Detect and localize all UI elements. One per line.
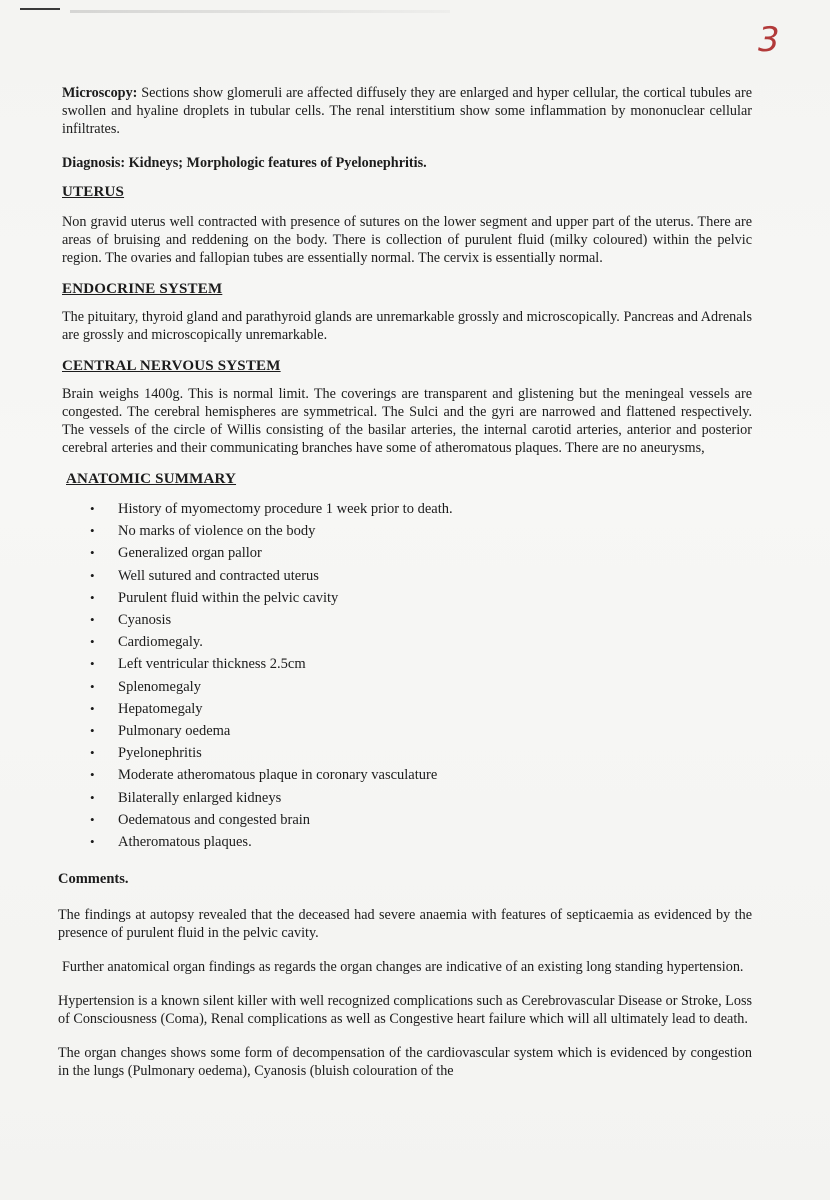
bullet-icon: • — [90, 656, 95, 672]
anatomic-summary-heading: ANATOMIC SUMMARY — [66, 471, 237, 487]
uterus-heading: UTERUS — [62, 184, 125, 200]
summary-item-text: Cardiomegaly. — [118, 634, 203, 651]
summary-item-text: Left ventricular thickness 2.5cm — [118, 656, 306, 673]
comments-paragraph-4: The organ changes shows some form of decompensation of the cardiovascular system which is evidenced by congestion in the lungs (Pulmonary oedema), Cyanosis (bluish colouration of the — [58, 1045, 752, 1080]
scan-smudge — [70, 10, 450, 13]
bullet-icon: • — [90, 811, 95, 827]
summary-item-text: Pulmonary oedema — [118, 723, 231, 740]
anatomic-summary-list — [62, 498, 752, 853]
bullet-icon: • — [90, 545, 95, 561]
diagnosis-line: Diagnosis: Kidneys; Morphologic features of Pyelonephritis. — [62, 155, 427, 171]
summary-item-text: History of myomectomy procedure 1 week prior to death. — [118, 501, 453, 517]
bullet-icon: • — [90, 567, 95, 583]
bullet-icon: • — [90, 723, 95, 739]
summary-item — [62, 742, 752, 764]
summary-item-text: Moderate atheromatous plaque in coronary vasculature — [118, 767, 438, 784]
bullet-icon: • — [90, 678, 95, 694]
summary-item — [62, 831, 752, 853]
bullet-icon: • — [90, 501, 95, 516]
bullet-icon: • — [90, 745, 95, 761]
bullet-icon: • — [90, 634, 95, 650]
summary-item — [62, 764, 752, 786]
uterus-paragraph: Non gravid uterus well contracted with presence of sutures on the lower segment and upper part of the uterus. There are areas of bruising and reddening on the body. There is collection of purulent fluid (milky coloured) within the pelvic region. The ovaries and fallopian tubes are essentially normal. The cervix is essentially normal. — [62, 214, 752, 266]
summary-item — [62, 809, 752, 831]
summary-item-text: Atheromatous plaques. — [118, 834, 252, 851]
bullet-icon: • — [90, 789, 95, 805]
summary-item-text: Cyanosis — [118, 612, 172, 629]
summary-item-text: Generalized organ pallor — [118, 545, 262, 562]
bullet-icon: • — [90, 523, 95, 539]
summary-item-text: Purulent fluid within the pelvic cavity — [118, 589, 339, 606]
summary-item — [62, 787, 752, 809]
summary-item — [62, 542, 752, 564]
summary-item-text: Bilaterally enlarged kidneys — [118, 789, 282, 806]
cns-heading: CENTRAL NERVOUS SYSTEM — [62, 358, 281, 374]
cns-paragraph: Brain weighs 1400g. This is normal limit. The coverings are transparent and glistening but the meningeal vessels are congested. The cerebral hemispheres are symmetrical. The Sulci and the gyri are narrowed and flattened respectively. The vessels of the circle of Willis consisting of the basilar arteries, the internal carotid arteries, anterior and posterior cerebral arteries and their communicating branches have some of atheromatous plaques. There are no aneurysms, — [62, 386, 752, 456]
endocrine-heading: ENDOCRINE SYSTEM — [62, 281, 223, 297]
document-body — [58, 84, 752, 1080]
handwritten-page-number: 3 — [758, 20, 780, 60]
summary-item — [62, 720, 752, 742]
summary-item — [62, 520, 752, 542]
microscopy-label: Microscopy: — [62, 85, 138, 101]
summary-item — [62, 587, 752, 609]
summary-item — [62, 498, 752, 520]
comments-paragraph-2: Further anatomical organ findings as regards the organ changes are indicative of an existing long standing hypertension. — [62, 959, 744, 976]
bullet-icon: • — [90, 700, 95, 716]
scan-edge-mark — [20, 8, 60, 10]
microscopy-text: Sections show glomeruli are affected diffusely they are enlarged and hyper cellular, the cortical tubules are swollen and hyaline droplets in tubular cells. The renal interstitium show some inflammation by mononuclear cellular infiltrates. — [62, 85, 752, 137]
bullet-icon: • — [90, 767, 95, 783]
summary-item-text: Pyelonephritis — [118, 745, 202, 762]
summary-item-text: Splenomegaly — [118, 678, 201, 695]
summary-item — [62, 565, 752, 587]
summary-item — [62, 653, 752, 675]
summary-item-text: Well sutured and contracted uterus — [118, 567, 319, 584]
summary-item-text: Oedematous and congested brain — [118, 811, 311, 828]
bullet-icon: • — [90, 612, 95, 628]
comments-heading: Comments. — [58, 871, 129, 888]
comments-paragraph-3: Hypertension is a known silent killer with well recognized complications such as Cerebrovascular Disease or Stroke, Loss of Consciousness (Coma), Renal complications as well as Congestive heart failure which will all ultimately lead to death. — [58, 993, 752, 1028]
bullet-icon: • — [90, 834, 95, 850]
summary-item-text: No marks of violence on the body — [118, 523, 316, 540]
endocrine-paragraph: The pituitary, thyroid gland and parathyroid glands are unremarkable grossly and microscopically. Pancreas and Adrenals are grossly and microscopically unremarkable. — [62, 309, 752, 343]
bullet-icon: • — [90, 589, 95, 605]
microscopy-paragraph — [62, 84, 752, 138]
summary-item — [62, 676, 752, 698]
summary-item — [62, 698, 752, 720]
summary-item — [62, 631, 752, 653]
summary-item-text: Hepatomegaly — [118, 700, 203, 717]
comments-paragraph-1: The findings at autopsy revealed that the deceased had severe anaemia with features of septicaemia as evidenced by the presence of purulent fluid in the pelvic cavity. — [58, 907, 752, 942]
summary-item — [62, 609, 752, 631]
